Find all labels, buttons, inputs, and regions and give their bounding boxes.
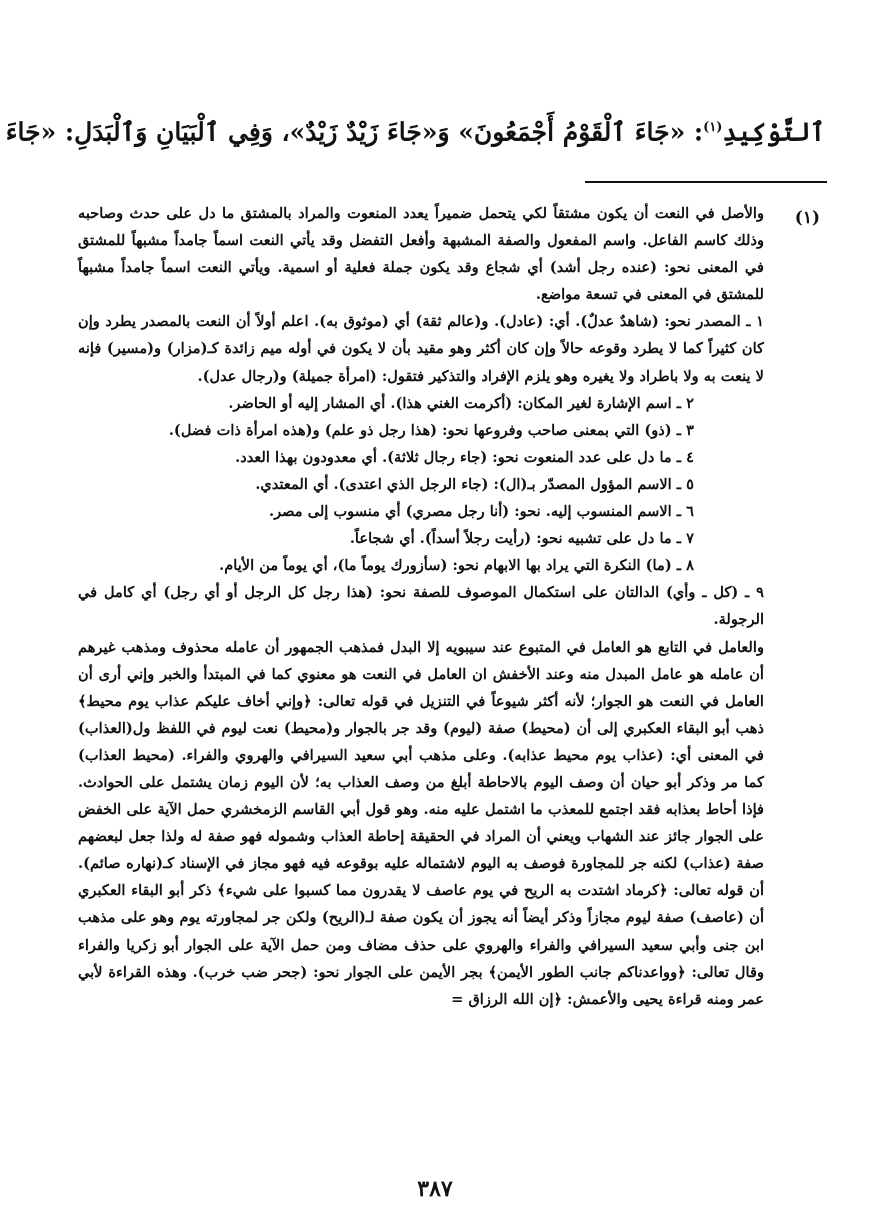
footnote-list-item: ٢ ـ اسم الإشارة لغير المكان: (أكرمت الغني هذا). أي المشار إليه أو الحاضر. [228, 394, 694, 412]
footnote-list-item: ٤ ـ ما دل على عدد المنعوت نحو: (جاء رجال ثلاثة). أي معدودون بهذا العدد. [235, 448, 694, 466]
main-text-rest: : «جَاءَ ٱلْقَوْمُ أَجْمَعُونَ» وَ«جَاءَ زَيْدٌ زَيْدٌ»، وَفِي ٱلْبَيَانِ وَٱلْبَدَلِ: «جَاءَ [5, 117, 704, 147]
footnote-list-item: ٥ ـ الاسم المؤول المصدّر بـ(ال): (جاء الرجل الذي اعتدى). أي المعتدي. [255, 475, 694, 493]
footnote-list-item: ٣ ـ (ذو) التي بمعنى صاحب وفروعها نحو: (هذا رجل ذو علم) و(هذه امرأة ذات فضل). [168, 421, 694, 439]
footnote-paragraph: ١ ـ المصدر نحو: (شاهدٌ عدلٌ). أي: (عادل). و(عالم ثقة) أي (موثوق به). اعلم أولاً أن النعت بالمصدر يطرد وإن كان كثيراً كما لا يطرد وقوعه حالاً وإن كان أكثر وهو مقيد بأن لا يكون في أوله ميم زائدة كـ(مزار) و(مسير) فإنه لا ينعت به ولا باطراد ولا يغيره وهو يلزم الإفراد والتذكير فتقول: (امرأة جميلة) و(رجال عدل). [78, 313, 764, 385]
main-text-line [5, 108, 825, 152]
main-text-word: ٱلتَّوْكِيدِ [722, 117, 825, 147]
footnote-paragraph: والأصل في النعت أن يكون مشتقاً لكي يتحمل ضميراً يعدد المنعوت والمراد بالمشتق ما دل على حدث وصاحبه وذلك كاسم الفاعل. واسم المفعول والصفة المشبهة وأفعل التفضل وقد يأتي النعت اسماً جامداً مشبهاً للمشتق في المعنى نحو: (عنده رجل أشد) أي شجاع وقد يكون جملة فعلية أو اسمية. ويأتي النعت اسماً جامداً مشبهاً للمشتق في المعنى في تسعة مواضع. [78, 205, 764, 304]
footnote-list-item: ٨ ـ (ما) النكرة التي يراد بها الابهام نحو: (سأزورك يوماً ما)، أي يوماً من الأيام. [219, 557, 694, 575]
footnote-body [78, 200, 764, 1013]
footnote-marker: (١) [794, 208, 820, 228]
footnote-list-item: ٦ ـ الاسم المنسوب إليه. نحو: (أنا رجل مصري) أي منسوب إلى مصر. [269, 503, 694, 521]
page-number: ٣٨٧ [417, 1176, 453, 1202]
footnote-list-item: ٧ ـ ما دل على تشبيه نحو: (رأيت رجلاً أسداً). أي شجاعاً. [349, 530, 694, 548]
footnote-separator [585, 181, 827, 183]
footnote-reference: (١) [703, 120, 723, 135]
footnote-paragraph: ٩ ـ (كل ـ وأي) الدالتان على استكمال الموصوف للصفة نحو: (هذا رجل كل الرجل أو أي رجل) أي كامل في الرجولة. [78, 584, 764, 629]
footnote-paragraph: والعامل في التابع هو العامل في المتبوع عند سيبويه إلا البدل فمذهب الجمهور أن عامله محذوف ومذهب غيرهم أن عامله هو عامل المبدل منه وعند الأخفش ان العامل في النعت هو معنوي كما في المبتدأ والخبر وإني أرى أن العامل في النعت هو الجوار؛ لأنه أكثر شيوعاً في التنزيل في قوله تعالى: ﴿وإني أخاف عليكم عذاب يوم محيط﴾ ذهب أبو البقاء العكبري إلى أن (محيط) صفة (ليوم) وقد جر بالجوار و(محيط) نعت ليوم في اللفظ ول(العذاب) في المعنى أي: (عذاب يوم محيط عذابه). وعلى مذهب أبي سعيد السيرافي والهروي والفراء. (محيط العذاب) كما مر وذكر أبو حيان أن وصف اليوم بالاحاطة أبلغ من وصف العذاب به؛ لأن اليوم زمان يشتمل على الحوادث. فإذا أحاط بعذابه فقد اجتمع للمعذب ما اشتمل عليه منه. وهو قول أبي القاسم الزمخشري حمل الآية على الخفض على الجوار جائز عند الشهاب ويعني أن المراد في الحقيقة إحاطة العذاب وشموله فهو صفة له ولذا جعل لبعضهم صفة (عذاب) لكنه جر للمجاورة فوصف به اليوم لاشتماله عليه بوقوعه فيه فهو مجاز في الإسناد كـ(نهاره صائم). أن قوله تعالى: ﴿كرماد اشتدت به الريح في يوم عاصف لا يقدرون مما كسبوا على شيء﴾ ذكر أبو البقاء العكبري أن (عاصف) صفة ليوم مجازاً وذكر أيضاً أنه يجوز أن يكون صفة لـ(الريح) ولكن جر لمجاورته يوم وهو على مذهب ابن جنى وأبي سعيد السيرافي والفراء والهروي على حذف مضاف ومن حمل الآية على الجوار أبو زكريا والفراء وقال تعالى: ﴿وواعدناكم جانب الطور الأيمن﴾ بجر الأيمن على الجوار نحو: (جحر ضب خرب). وهذه القراءة لأبي عمر ومنه قراءة يحيى والأعمش: ﴿إن الله الرزاق = [78, 638, 764, 1008]
